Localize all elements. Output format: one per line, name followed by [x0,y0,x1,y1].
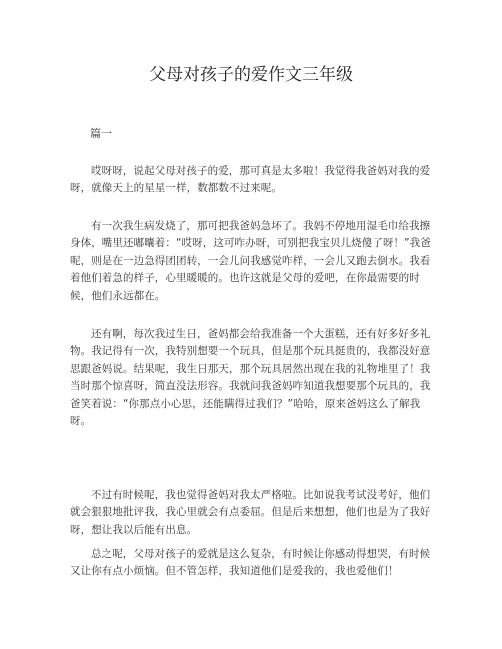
document-title: 父母对孩子的爱作文三年级 [149,65,353,85]
paragraph-2: 有一次我生病发烧了，那可把我爸妈急坏了。我妈不停地用湿毛巾给我擦身体，嘴里还嘟囔着：“哎呀，这可咋办呀，可别把我宝贝儿烧傻了呀！”我爸呢，则是在一边急得团团转，一会儿问我感觉咋样，一会儿又跑去倒水。我看着他们着急的样子，心里暖暖的。也许这就是父母的爱吧，在你最需要的时候，他们永远都在。 [70,220,431,302]
section-heading: 篇一 [90,127,112,140]
paragraph-1: 哎呀呀，说起父母对孩子的爱，那可真是太多啦！我觉得我爸妈对我的爱呀，就像天上的星星一样，数都数不过来呢。 [70,165,431,195]
paragraph-5: 总之呢，父母对孩子的爱就是这么复杂，有时候让你感动得想哭，有时候又让你有点小烦恼。但不管怎样，我知道他们是爱我的，我也爱他们！ [70,548,431,578]
paragraph-4: 不过有时候呢，我也觉得爸妈对我太严格啦。比如说我考试没考好，他们就会狠狠地批评我，我心里就会有点委屈。但是后来想想，他们也是为了我好呀，想让我以后能有出息。 [70,489,431,536]
paragraph-3: 还有啊，每次我过生日，爸妈都会给我准备一个大蛋糕，还有好多好多礼物。我记得有一次，我特别想要一个玩具，但是那个玩具挺贵的，我都没好意思跟爸妈说。结果呢，我生日那天，那个玩具居然出现在我的礼物堆里了！我当时那个惊喜呀，简直没法形容。我就问我爸妈咋知道我想要那个玩具的，我爸笑着说：“你那点小心思，还能瞒得过我们？”哈哈，原来爸妈这么了解我呀。 [70,328,431,428]
